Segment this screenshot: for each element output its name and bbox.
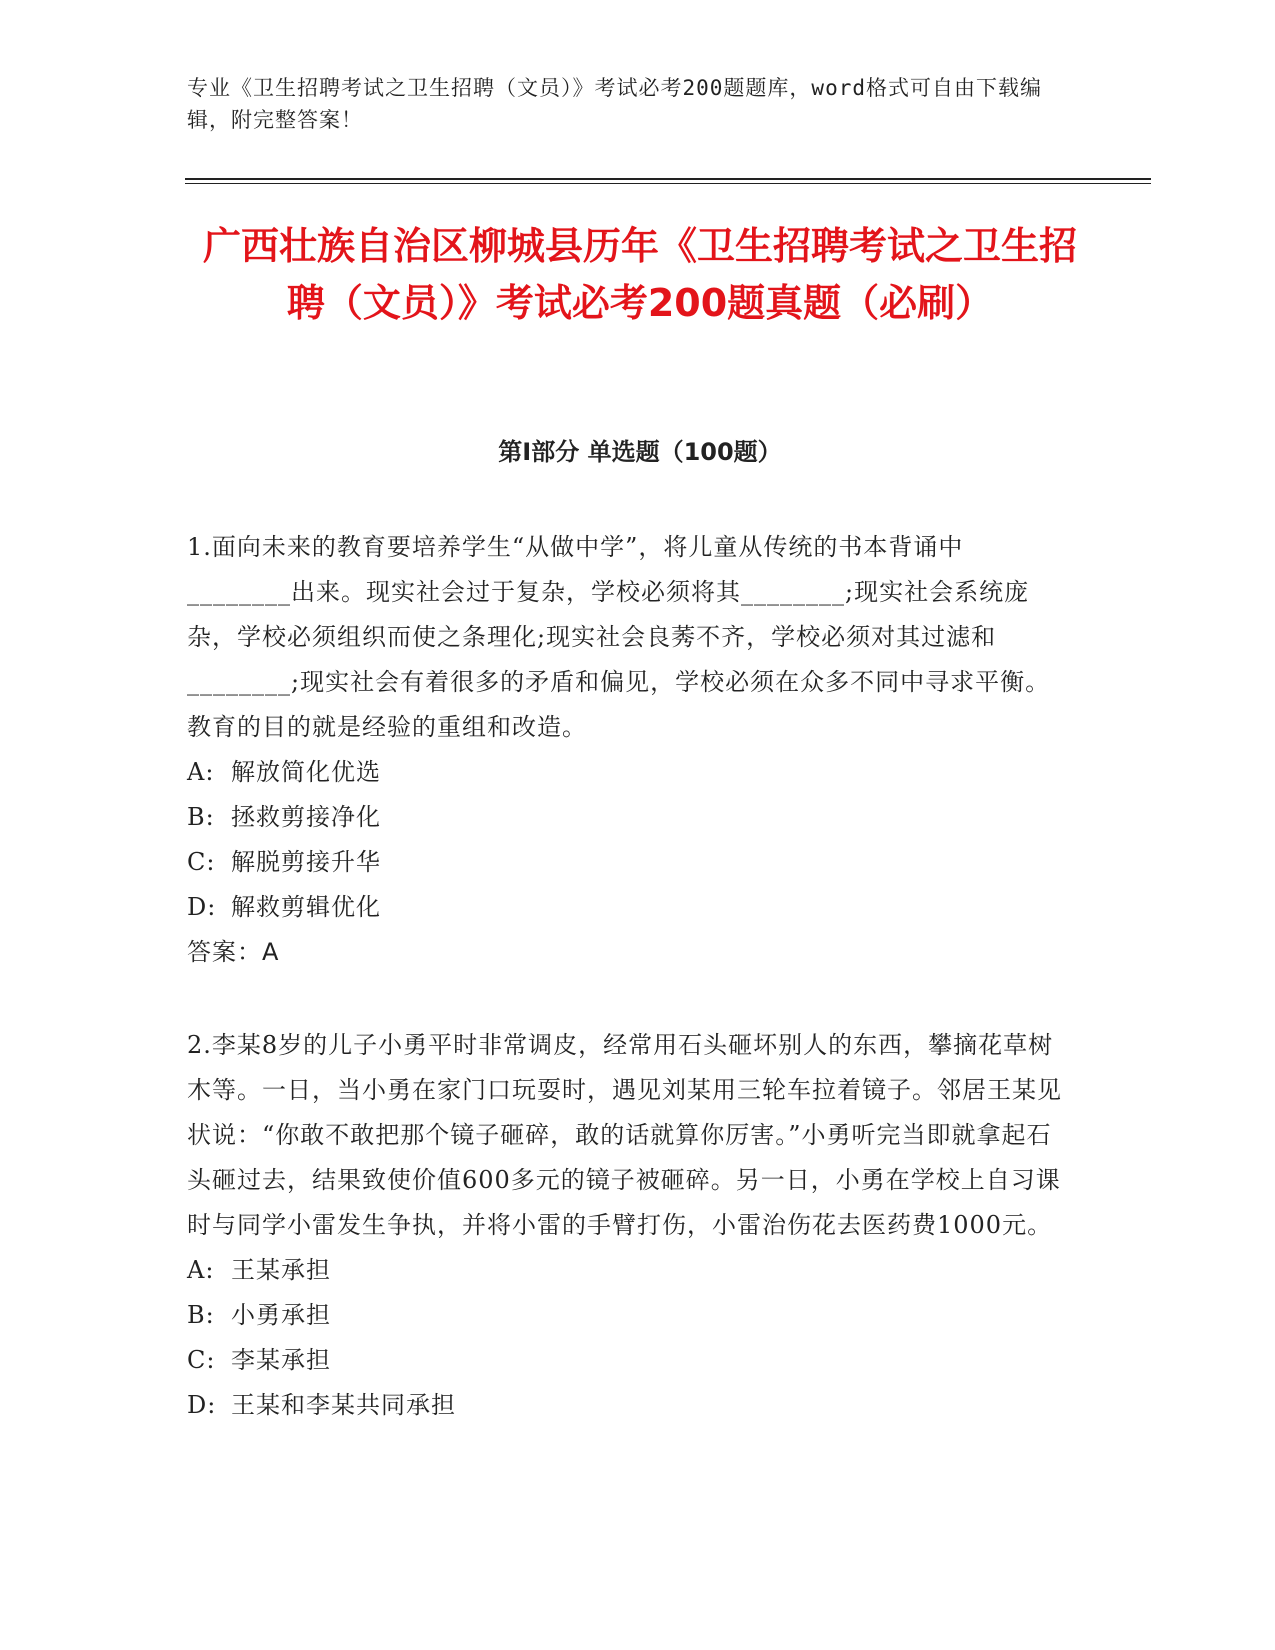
document-title: 广西壮族自治区柳城县历年《卫生招聘考试之卫生招聘（文员）》考试必考200题真题（必刷） bbox=[202, 224, 1077, 325]
option-text: 李某承担 bbox=[231, 1346, 331, 1374]
option-text: 解放简化优选 bbox=[231, 758, 381, 786]
option-letter: A: bbox=[187, 758, 215, 786]
option-letter: D: bbox=[187, 1391, 217, 1419]
option-text: 解救剪辑优化 bbox=[231, 893, 381, 921]
question-2 bbox=[187, 1023, 1067, 1428]
header-note: 专业《卫生招聘考试之卫生招聘（文员）》考试必考200题题库，word格式可自由下载编辑，附完整答案！ bbox=[187, 76, 1042, 132]
option-letter: C: bbox=[187, 1346, 216, 1374]
option-letter: C: bbox=[187, 848, 216, 876]
option-c bbox=[187, 840, 1067, 885]
option-text: 王某承担 bbox=[231, 1256, 331, 1284]
option-text: 拯救剪接净化 bbox=[231, 803, 381, 831]
option-text: 小勇承担 bbox=[231, 1301, 331, 1329]
option-text: 解脱剪接升华 bbox=[231, 848, 381, 876]
option-a bbox=[187, 1248, 1067, 1293]
option-letter: D: bbox=[187, 893, 217, 921]
question-text: 1.面向未来的教育要培养学生“从做中学”，将儿童从传统的书本背诵中________出来。现实社会过于复杂，学校必须将其________;现实社会系统庞杂，学校必须组织而使之条理化;现实社会良莠不齐，学校必须对其过滤和________;现实社会有着很多的矛盾和偏见，学校必须在众多不同中寻求平衡。教育的目的就是经验的重组和改造。 bbox=[187, 533, 1051, 741]
option-c bbox=[187, 1338, 1067, 1383]
option-text: 王某和李某共同承担 bbox=[231, 1391, 456, 1419]
option-letter: A: bbox=[187, 1256, 215, 1284]
option-d bbox=[187, 885, 1067, 930]
question-1 bbox=[187, 525, 1067, 975]
option-b bbox=[187, 1293, 1067, 1338]
header-rule-thick bbox=[185, 178, 1151, 180]
section-heading: 第Ⅰ部分 单选题（100题） bbox=[498, 438, 782, 466]
option-a bbox=[187, 750, 1067, 795]
option-b bbox=[187, 795, 1067, 840]
option-letter: B: bbox=[187, 803, 215, 831]
answer-line: 答案：A bbox=[187, 938, 280, 966]
option-letter: B: bbox=[187, 1301, 215, 1329]
header-rule-thin bbox=[185, 183, 1151, 184]
question-text: 2.李某8岁的儿子小勇平时非常调皮，经常用石头砸坏别人的东西，攀摘花草树木等。一日，当小勇在家门口玩耍时，遇见刘某用三轮车拉着镜子。邻居王某见状说：“你敢不敢把那个镜子砸碎，敢的话就算你厉害。”小勇听完当即就拿起石头砸过去，结果致使价值600多元的镜子被砸碎。另一日，小勇在学校上自习课时与同学小雷发生争执，并将小雷的手臂打伤，小雷治伤花去医药费1000元。 bbox=[187, 1031, 1062, 1239]
option-d bbox=[187, 1383, 1067, 1428]
